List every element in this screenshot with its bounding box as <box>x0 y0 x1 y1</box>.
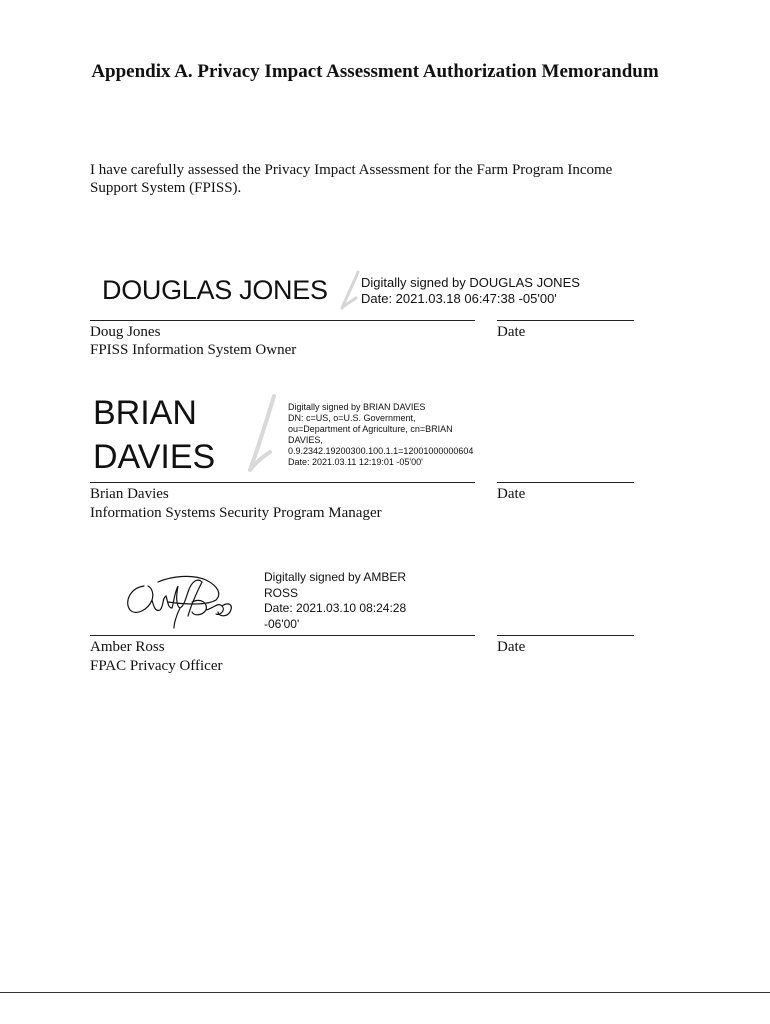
date-line <box>497 482 634 483</box>
dn-line: 0.9.2342.19200300.100.1.1=12001000000604 <box>288 446 474 456</box>
date-line <box>497 635 634 636</box>
date-label: Date <box>497 639 526 655</box>
signed-date-line: -06'00' <box>264 616 300 631</box>
handwritten-signature-amber-ross <box>122 572 238 630</box>
signatory-role: FPAC Privacy Officer <box>90 658 223 674</box>
signed-date-line: Date: 2021.03.10 08:24:28 <box>264 601 407 615</box>
signatory-role: Information Systems Security Program Manager <box>90 505 382 521</box>
signature-name-line2: DAVIES <box>93 438 216 476</box>
signature-line <box>90 635 475 636</box>
dn-line: DAVIES, <box>288 435 323 445</box>
signed-date-line: Date: 2021.03.18 06:47:38 -05'00' <box>361 291 557 306</box>
signed-by-line: Digitally signed by BRIAN DAVIES <box>288 402 426 412</box>
signature-line <box>90 320 475 321</box>
date-label: Date <box>497 486 526 502</box>
intro-paragraph: I have carefully assessed the Privacy Impact Assessment for the Farm Program Income Support System (FPISS). <box>90 162 613 196</box>
digital-signature-text <box>288 402 473 468</box>
signature-name-douglas-jones: DOUGLAS JONES <box>102 275 328 305</box>
signatory-name: Brian Davies <box>90 486 169 502</box>
signatory-name: Doug Jones <box>90 324 161 340</box>
digital-signature-text <box>361 275 580 307</box>
dn-line: ou=Department of Agriculture, cn=BRIAN <box>288 424 453 434</box>
signed-by-line: Digitally signed by DOUGLAS JONES <box>361 275 580 290</box>
page-bottom-rule <box>0 992 770 993</box>
digital-signature-text <box>264 570 406 632</box>
signed-date-line: Date: 2021.03.11 12:19:01 -05'00' <box>288 457 423 467</box>
digital-signature-watermark-icon <box>238 390 288 478</box>
signed-by-line: ROSS <box>264 585 299 600</box>
signatory-name: Amber Ross <box>90 639 165 655</box>
date-label: Date <box>497 324 526 340</box>
signature-line <box>90 482 475 483</box>
signed-by-line: Digitally signed by AMBER <box>264 570 407 584</box>
dn-line: DN: c=US, o=U.S. Government, <box>288 413 416 423</box>
document-title: Appendix A. Privacy Impact Assessment Authorization Memorandum <box>91 61 659 82</box>
signatory-role: FPISS Information System Owner <box>90 342 297 358</box>
signature-name-brian-davies <box>93 391 215 479</box>
signature-name-line1: BRIAN <box>93 394 197 432</box>
date-line <box>497 320 634 321</box>
